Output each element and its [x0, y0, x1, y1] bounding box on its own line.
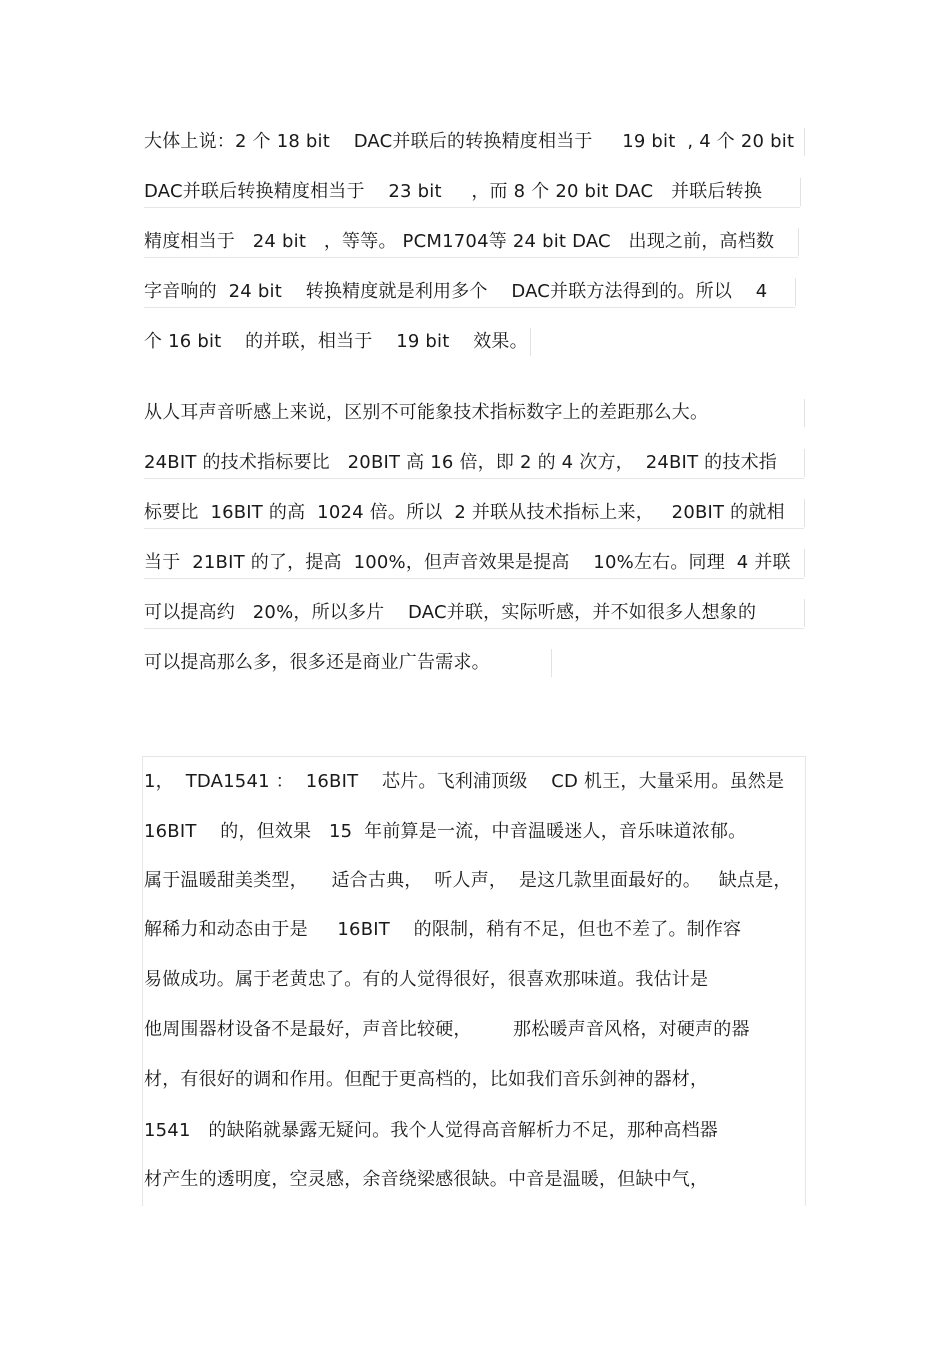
text-line: 易做成功。属于老黄忠了。有的人觉得很好，很喜欢那味道。我估计是	[144, 969, 709, 990]
text-line: DAC并联后转换精度相当于 23 bit ，而 8 个 20 bit DAC 并联后转换	[144, 181, 763, 202]
scan-rule	[144, 257, 798, 258]
scan-divider	[530, 328, 531, 356]
text-line: 解稀力和动态由于是 16BIT 的限制，稍有不足，但也不差了。制作容	[144, 919, 742, 940]
text-line: 材，有很好的调和作用。但配于更高档的，比如我们音乐剑神的器材，	[144, 1069, 709, 1090]
scan-rule	[144, 307, 795, 308]
text-line: 1541 的缺陷就暴露无疑问。我个人觉得高音解析力不足，那种高档器	[144, 1120, 718, 1141]
text-line: 可以提高约 20%，所以多片 DAC并联，实际听感，并不如很多人想象的	[144, 602, 757, 623]
scan-divider	[804, 399, 805, 427]
text-line: 大体上说：2 个 18 bit DAC并联后的转换精度相当于 19 bit , 4 个 20 bit	[144, 131, 795, 152]
text-line: 24BIT 的技术指标要比 20BIT 高 16 倍，即 2 的 4 次方， 24BIT 的技术指	[144, 452, 777, 473]
scan-rule	[144, 207, 800, 208]
text-line: 从人耳声音听感上来说，区别不可能象技术指标数字上的差距那么大。	[144, 402, 709, 423]
text-line: 字音响的 24 bit 转换精度就是利用多个 DAC并联方法得到的。所以 4	[144, 281, 768, 302]
scan-rule	[144, 478, 804, 479]
text-line: 标要比 16BIT 的高 1024 倍。所以 2 并联从技术指标上来， 20BIT 的就相	[144, 502, 785, 523]
scan-divider	[804, 599, 805, 627]
text-line: 个 16 bit 的并联，相当于 19 bit 效果。	[144, 331, 528, 352]
text-line: 属于温暖甜美类型， 适合古典， 听人声， 是这几款里面最好的。 缺点是，	[144, 870, 792, 891]
text-line: 精度相当于 24 bit ，等等。 PCM1704等 24 bit DAC 出现之前，高档数	[144, 231, 775, 252]
scan-divider	[804, 128, 805, 156]
text-line: 1， TDA1541 ： 16BIT 芯片。飞利浦顶级 CD 机王，大量采用。虽然是	[144, 771, 785, 792]
scan-divider	[800, 178, 801, 206]
scan-divider	[804, 449, 805, 477]
scan-divider	[804, 499, 805, 527]
scan-divider	[551, 649, 552, 677]
scan-divider	[798, 228, 799, 256]
scan-divider	[795, 278, 796, 306]
text-line: 可以提高那么多，很多还是商业广告需求。	[144, 652, 490, 673]
scan-rule	[144, 628, 804, 629]
scan-rule	[144, 528, 804, 529]
text-line: 材产生的透明度，空灵感，余音绕梁感很缺。中音是温暖，但缺中气，	[144, 1169, 709, 1190]
scan-rule	[144, 578, 804, 579]
text-line: 他周围器材设备不是最好，声音比较硬， 那松暖声音风格，对硬声的器	[144, 1019, 750, 1040]
scan-divider	[804, 549, 805, 577]
text-line: 当于 21BIT 的了，提高 100%，但声音效果是提高 10%左右。同理 4 并联	[144, 552, 791, 573]
text-line: 16BIT 的，但效果 15 年前算是一流，中音温暖迷人，音乐味道浓郁。	[144, 821, 747, 842]
